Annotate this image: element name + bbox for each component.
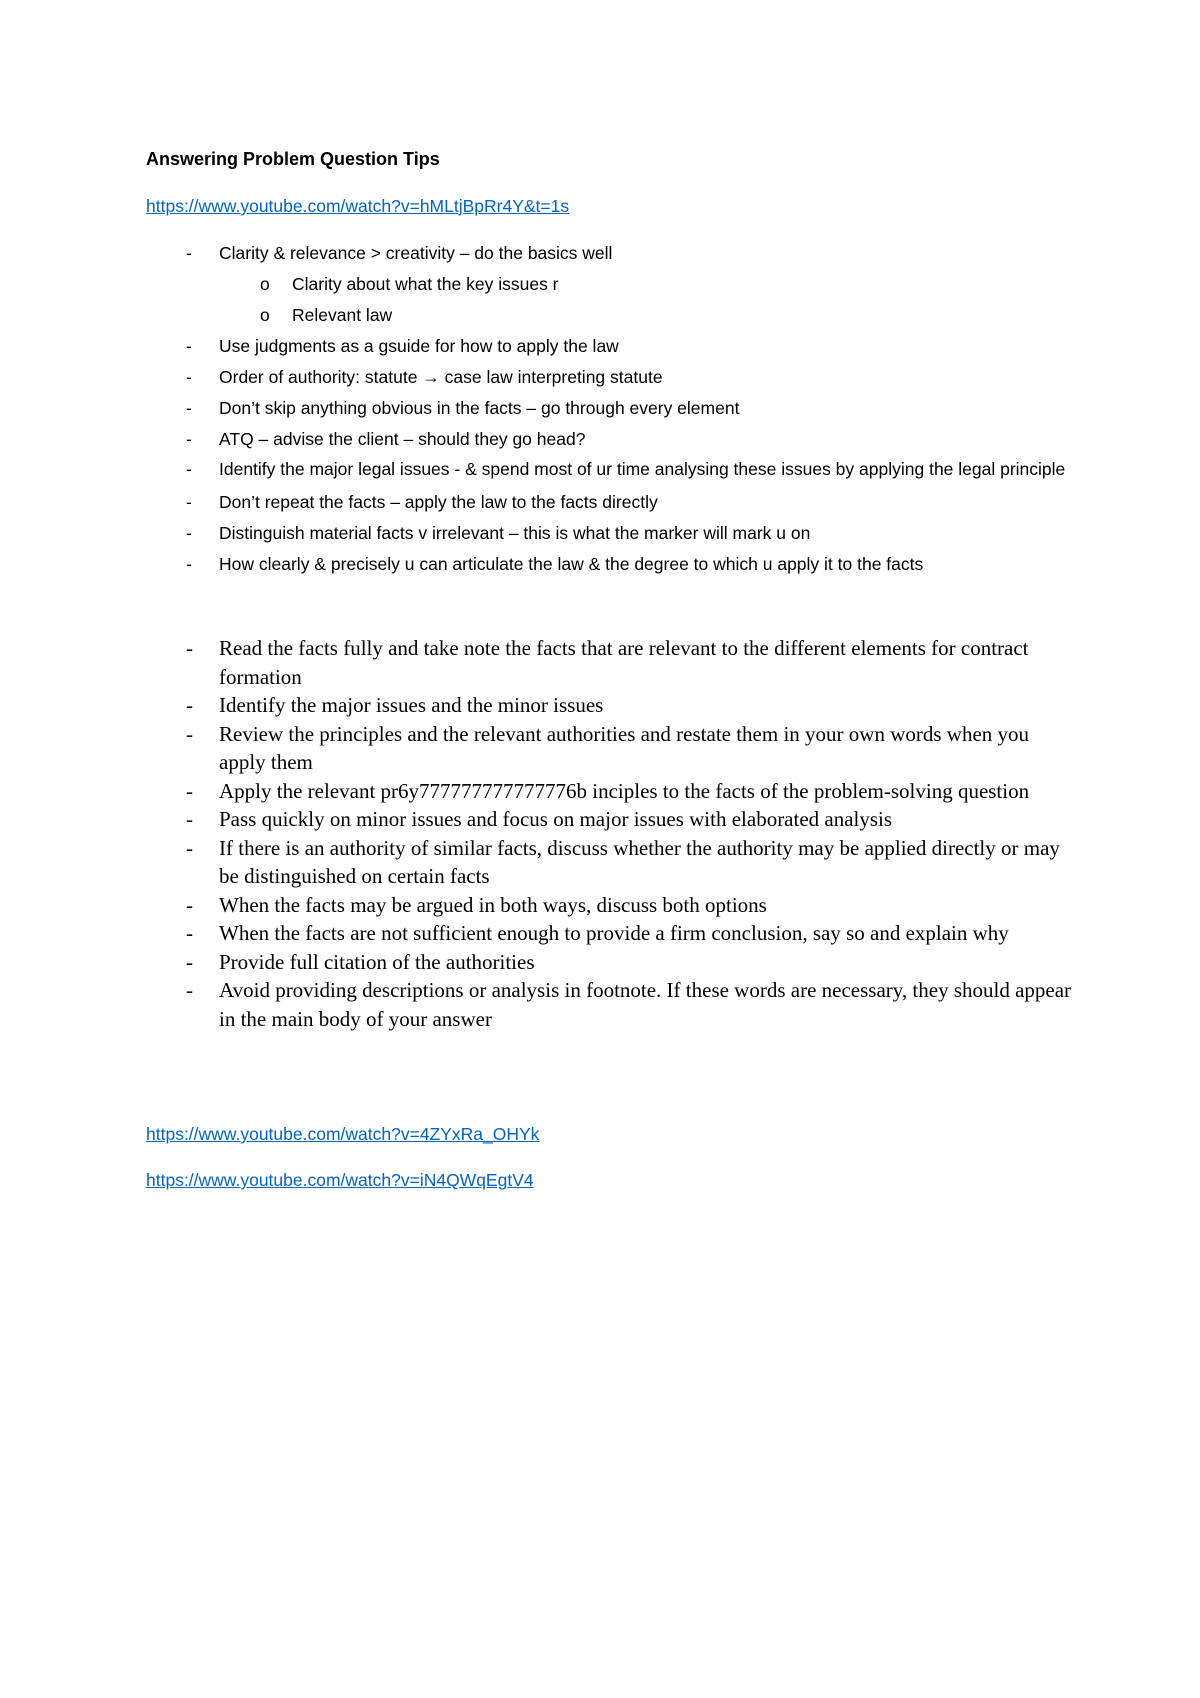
youtube-link-2[interactable]: https://www.youtube.com/watch?v=4ZYxRa_OHYk bbox=[146, 1124, 540, 1144]
list-item bbox=[0, 919, 1074, 948]
tip-text: Apply the relevant pr6y777777777777776b inciples to the facts of the problem-solving question bbox=[219, 778, 1030, 803]
tip-text: If there is an authority of similar facts, discuss whether the authority may be applied directly or may be distinguished on certain facts bbox=[219, 835, 1060, 888]
tip-text: Relevant law bbox=[292, 305, 393, 325]
youtube-link-1[interactable]: https://www.youtube.com/watch?v=hMLtjBpRr4Y&t=1s bbox=[146, 196, 570, 216]
tip-text: Clarity & relevance > creativity – do the basics well bbox=[219, 243, 613, 263]
list-item bbox=[0, 300, 1069, 331]
circle-bullet: o bbox=[260, 274, 270, 294]
list-item bbox=[0, 269, 1069, 300]
list-item bbox=[0, 362, 1069, 393]
dash-bullet: - bbox=[186, 778, 193, 803]
long-tips-list bbox=[0, 634, 1074, 1033]
list-item bbox=[0, 948, 1074, 977]
tip-text: Clarity about what the key issues r bbox=[292, 274, 559, 294]
dash-bullet: - bbox=[186, 492, 192, 512]
tip-text: When the facts may be argued in both ways, discuss both options bbox=[219, 892, 767, 917]
list-item bbox=[0, 834, 1074, 891]
dash-bullet: - bbox=[186, 921, 193, 945]
tip-text: Identify the major legal issues - & spend most of ur time analysing these issues by applying the legal principle bbox=[219, 459, 1066, 479]
tip-text: Use judgments as a gsuide for how to apply the law bbox=[219, 336, 619, 356]
list-item bbox=[0, 455, 1069, 484]
document-title: Answering Problem Question Tips bbox=[146, 149, 440, 169]
list-item bbox=[0, 518, 1069, 549]
dash-bullet: - bbox=[186, 693, 193, 717]
list-item bbox=[0, 634, 1074, 691]
tip-text: Review the principles and the relevant authorities and restate them in your own words when you apply them bbox=[219, 721, 1030, 774]
dash-bullet: - bbox=[186, 554, 192, 574]
tip-text: Order of authority: statute → case law interpreting statute bbox=[219, 367, 663, 387]
tip-text: Avoid providing descriptions or analysis in footnote. If these words are necessary, they should appear in the main body of your answer bbox=[219, 978, 1072, 1031]
list-item bbox=[0, 238, 1069, 269]
dash-bullet: - bbox=[186, 721, 193, 746]
tip-text: Distinguish material facts v irrelevant – this is what the marker will mark u on bbox=[219, 523, 811, 543]
youtube-link-3[interactable]: https://www.youtube.com/watch?v=iN4QWqEgtV4 bbox=[146, 1170, 534, 1190]
dash-bullet: - bbox=[186, 807, 193, 831]
tip-text: Identify the major issues and the minor issues bbox=[219, 693, 604, 717]
list-item bbox=[0, 549, 1069, 580]
dash-bullet: - bbox=[186, 459, 192, 479]
list-item bbox=[0, 393, 1069, 424]
tip-text: When the facts are not sufficient enough to provide a firm conclusion, say so and explain why bbox=[219, 921, 1009, 945]
list-item bbox=[0, 891, 1074, 920]
tip-text: Provide full citation of the authorities bbox=[219, 949, 535, 974]
tip-text: ATQ – advise the client – should they go head? bbox=[219, 429, 586, 449]
dash-bullet: - bbox=[186, 978, 193, 1002]
short-tips-list bbox=[0, 238, 1069, 580]
list-item bbox=[0, 487, 1069, 518]
list-item bbox=[0, 424, 1069, 455]
list-item bbox=[0, 331, 1069, 362]
list-item bbox=[0, 805, 1074, 834]
dash-bullet: - bbox=[186, 835, 193, 860]
tip-text: How clearly & precisely u can articulate the law & the degree to which u apply it to the facts bbox=[219, 554, 924, 574]
dash-bullet: - bbox=[186, 429, 192, 449]
dash-bullet: - bbox=[186, 336, 192, 356]
dash-bullet: - bbox=[186, 892, 193, 917]
dash-bullet: - bbox=[186, 367, 192, 387]
tip-text: Read the facts fully and take note the facts that are relevant to the different elements for contract formation bbox=[219, 636, 1029, 689]
list-item bbox=[0, 691, 1074, 720]
circle-bullet: o bbox=[260, 305, 270, 325]
list-item bbox=[0, 777, 1074, 806]
tip-text: Pass quickly on minor issues and focus on major issues with elaborated analysis bbox=[219, 807, 893, 831]
dash-bullet: - bbox=[186, 949, 193, 974]
list-item bbox=[0, 976, 1074, 1033]
dash-bullet: - bbox=[186, 636, 193, 660]
dash-bullet: - bbox=[186, 398, 192, 418]
tip-text: Don’t repeat the facts – apply the law to the facts directly bbox=[219, 492, 658, 512]
dash-bullet: - bbox=[186, 523, 192, 543]
tip-text: Don’t skip anything obvious in the facts – go through every element bbox=[219, 398, 740, 418]
dash-bullet: - bbox=[186, 243, 192, 263]
list-item bbox=[0, 720, 1074, 777]
